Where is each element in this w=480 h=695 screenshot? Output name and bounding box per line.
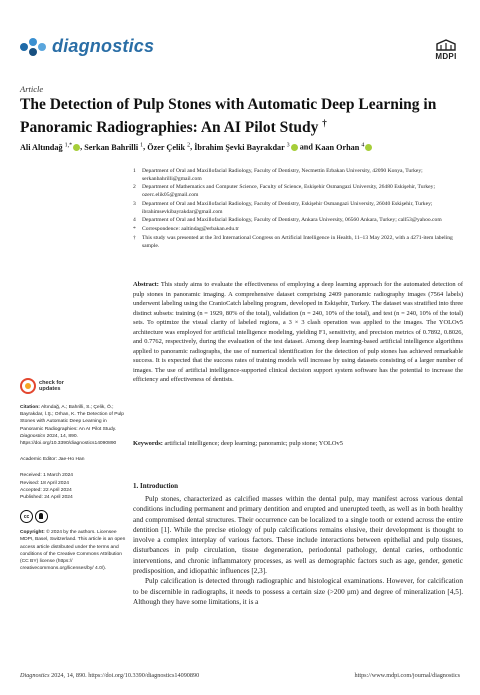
body-text — [133, 494, 463, 607]
affiliation-item: 2 Department of Mathematics and Computer Science, Faculty of Science, Eskişehir Osmangazi University, 26480 Eskişehir, Turkey; ozerc.elik05@gmail.com — [133, 184, 436, 199]
cc-icon: cc — [20, 510, 33, 523]
publisher-name: MDPI — [435, 52, 457, 61]
affiliation-item: † This study was presented at the 3rd International Congress on Artificial Intelligence in Health, 11–13 May 2022, with a 4271-item labeling sample. — [133, 235, 453, 249]
author-list: Ali Altındağ $^{1,*}$ , Serkan Bahrilli $^1$, Özer Çelik $^2$, İbrahim Şevki Bayrakdar $^3$ and Kaan Orhan $^4$ — [20, 142, 470, 152]
paragraph: Pulp calcification is detected through radiographic and histological examinations. However, for calcification to be discernible in radiographs, it needs to possess a certain size (>200 μm) and degree of mineralization [4,5]. Although they have some limitations, it is a — [133, 577, 463, 606]
copyright: Copyright: © 2024 by the authors. Licensee MDPI, Basel, Switzerland. This article is an open access article distributed under the terms and conditions of the Creative Commons Attribution (CC BY) license (https:// creativecommons.org/licenses/by/ 4.0/). — [20, 530, 126, 572]
affiliation-item: 4 Department of Oral and Maxillofacial Radiology, Faculty of Dentistry, Ankara University, 06560 Ankara, Turkey; call53@yahoo.com — [133, 217, 442, 224]
title-footnote-mark: † — [322, 118, 327, 128]
affiliations — [133, 168, 463, 252]
author: İbrahim Şevki Bayrakdar $^3$ — [194, 143, 297, 152]
sidebar — [20, 378, 128, 572]
publisher-logo — [434, 38, 458, 61]
cc-license-badge[interactable] — [20, 510, 128, 523]
journal-name: diagnostics — [52, 36, 155, 56]
paragraph: Pulp stones, characterized as calcified masses within the dental pulp, may manifest across various dental conditions including permanent and primary dentition and erupted and unerupted teeth, as well as in both healthy and compromised dental structures. Their occurrence can be localized to a single tooth or extend across the entire dentition [1]. While the precise etiology of pulp calcifications remains elusive, their development is thought to involve a complex interplay of various factors. These include interactions between epithelial and pulp tissues, disturbances in pulp circulation, tissue degeneration, periodontal pathology, dental caries, orthodontic interventions, and chronic inflammatory processes, as well as demographic factors such as age, gender, genetic predisposition, and idiopathic influences [2,3]. — [133, 495, 463, 576]
affiliation-item: * Correspondence: aaltindag@erbakan.edu.tr — [133, 226, 239, 233]
dates: Received: 1 March 2024 Revised: 18 April 2024 Accepted: 22 April 2024 Published: 24 April 2024 — [20, 473, 74, 501]
check-for-updates-button[interactable]: check for updates — [20, 378, 128, 394]
publisher-mark-icon — [434, 38, 458, 52]
keywords — [133, 439, 463, 448]
author: Özer Çelik $^2$ — [147, 142, 191, 152]
abstract-text: This study aims to evaluate the effectiveness of employing a deep learning approach for the automated detection of pulp stones in panoramic imaging. A comprehensive dataset comprising 2409 panoramic radiography images (7564 labels) underwent labeling using the CranioCatch labeling program, developed in Eskişehir, Turkey. The dataset was stratified into three distinct subsets: training (n = 1929, 80% of the total), validation (n = 240, 10% of the total), and test (n = 240, 10% of the total) sets. To optimize the visual clarity of labeled regions, a 3 × 3 clash operation was applied to the images. The YOLOv5 architecture was employed for artificial intelligence modeling, yielding F1, sensitivity, and precision metrics of 0.7892, 0.8026, and 0.7762, respectively, during the evaluation of the test dataset. Among deep learning-based artificial intelligence algorithms applied to panoramic radiographs, the use of numerical identification for the detection of pulp stones has achieved remarkable success. It is expected that the success rates of training models will increase by using datasets consisting of a larger number of images. The use of artificial intelligence-supported clinical decision support system software has the potential to increase the efficiency and effectiveness of dentists. — [133, 281, 464, 384]
footer-journal-link[interactable]: https://www.mdpi.com/journal/diagnostics — [354, 672, 460, 679]
keywords-label: Keywords: — [133, 440, 163, 447]
academic-editor: Academic Editor: Jae-Ho Han — [20, 457, 85, 463]
citation: Citation: Altındağ, A.; Bahrilli, S.; Çelik, Ö.; Bayrakdar, İ.Ş.; Orhan, K. The Detection of Pulp Stones with Automatic Deep Learning in Panoramic Radiographies: An AI Pilot Study. Diagnostics 2024, 14, 890. https://doi.org/10.3390/diagnostics14090890 — [20, 405, 125, 447]
abstract-label: Abstract: — [133, 281, 159, 288]
section-heading: 1. Introduction — [133, 482, 178, 490]
orcid-icon[interactable] — [291, 144, 298, 151]
by-icon — [35, 510, 48, 523]
keywords-text: artificial intelligence; deep learning; panoramic; pulp stone; YOLOv5 — [164, 440, 343, 447]
orcid-icon[interactable] — [73, 144, 80, 151]
updates-icon — [20, 378, 36, 394]
journal-logo — [20, 36, 154, 57]
page-footer — [20, 672, 460, 679]
author: Serkan Bahrilli $^1$ — [84, 142, 144, 152]
affiliation-item: 1 Department of Oral and Maxillofacial Radiology, Faculty of Dentistry, Necmettin Erbakan University, 42090 Konya, Turkey; serkanbahrilli@gmail.com — [133, 168, 423, 182]
author: Kaan Orhan $^4$ — [315, 143, 372, 152]
journal-mark-icon — [20, 38, 46, 56]
author: Ali Altındağ $^{1,*}$ — [20, 143, 80, 152]
article-type: Article — [20, 84, 44, 94]
title-text: The Detection of Pulp Stones with Automatic Deep Learning in Panoramic Radiographies: An AI Pilot Study — [20, 96, 437, 137]
abstract — [133, 280, 463, 385]
affiliation-item: 3 Department of Oral and Maxillofacial Radiology, Faculty of Dentistry, Eskişehir Osmangazi University, 26040 Eskişehir, Turkey; ibrahimsevkibayrakdar@gmail.com — [133, 200, 433, 215]
footer-citation: Diagnostics 2024, 14, 890. https://doi.org/10.3390/diagnostics14090890 — [20, 672, 200, 679]
paper-title — [20, 95, 460, 137]
orcid-icon[interactable] — [365, 144, 372, 151]
